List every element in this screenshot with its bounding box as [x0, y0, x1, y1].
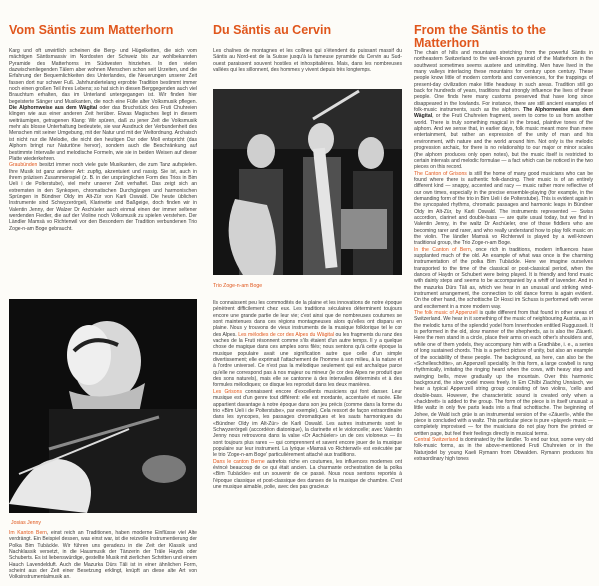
french-p4: autrefois riche en coutumes, les influences modernes ont évincé beaucoup de ce qui était ancien. La charmante orchestration de la polka «Bim Tubäckle» est un souvenir de ce passé. Nous nous sentons reportés à l'époque classique et post-classique des danses de la musique de chambre. C'est une musique aimable, polie, avec des pas gracieux: [213, 458, 402, 490]
german-p4-lead: Im Kanton Bern: [9, 530, 47, 536]
french-p4-lead: Dans le canton Berne: [213, 458, 265, 465]
english-p3-lead: In the Canton of Bern: [414, 246, 471, 253]
german-p2-lead: Die Alphornweise aus dem Wägital: [9, 105, 98, 112]
french-p2b: ou les fragments du ranz des vaches de la Fruti résonnent comme s'ils étaient d'un autre temps. Il y a quelque chose de magique dans ces amples sons filés; nous sentons qu'à cette époque la musique populaire avait une signification autre que celle d'un simple divertissement; elle exprimait l'attachement de l'homme à son milieu, à la nature et à l'ordre universel. Ce n'est pas la mélodique seulement qui est archaïque parce qu'elle ne correspond pas à nos majeur ou mineur (le cor des Alpes ne produit que des sons naturels), mais elle se cantonne à des intervalles déterminés et à des formules mélodiques; ce disque les reproduit dans les deux manières.: [213, 331, 402, 389]
german-intro: Karg und oft unwirtlich scheinen die Berg- und Hügelketten, die sich vom mächtigen Säntismassiv im Nordosten der Schweiz bis zur wohlbekannten Pyramide des Matterhorns im Südwesten hinziehen. In den vielen dazwischenliegenden Tälern aber wohnen Menschen schon seit Urzeiten, und die Erfahrung der Bequemlichkeiten des Unterlandes, die Neuerungen unserer Zeit fassen dort nur schwer Fuß. Jahrhundertelang erprobte Tradition bestimmt immer noch einen großen Teil ihres Lebens; so hat sich in diesen Berggegenden auch viel Brauchtum erhalten, das im Unterland untergegangen ist. Wir finden hier begeisterte Sänger und Musikanten, die noch eine Fülle alter Volksmusik pflegen.: [9, 48, 197, 105]
photo-josias-jenny: [9, 299, 197, 513]
english-p5: is dominated by the ländler. To end our tour, some very old folk-music forms, as in the above-mentioned Fruti Chuhreien or in the Naturjodel by young Kaeli Rymann from Obwalden. Rymann produces his extraordinary high tones: [414, 436, 593, 462]
fiddler-photo-icon: [9, 299, 197, 513]
english-p2: is still the home of many good musicians who can be found where there is authentic folk-dancing. Their music is of an entirely different kind — snappy, accented and racy — music rather more reflective of our own times, especially in the precise ensemble-playing (for example, in the demanding form of the trio in Bim Ueli i de Polterstube). This is evident again in the syncopated rhythms, chromatic passages and harmonic leaps in Bündner Oldy im Alt-Zür, by Karli Oswald. The instruments represented — Swiss accordion, clarinet and double-bass — are quite usual today, but we find in Valentin Jenny, in the waltz Dr Aschüeler, one of those fiddlers who are becoming rarer and rarer, and who really understand how to play folk music on the violin. The ländler Mamsä vo Richtenwil is played by a well-known traditional group, the Trio Zoge-n-am Boge.: [414, 170, 593, 247]
english-p4-lead: The folk music of Appenzell: [414, 310, 478, 317]
english-text: [414, 50, 593, 586]
french-intro-text: Les chaînes de montagnes et les collines qui s'étendent du puissant massif du Säntis au Nord-est de la Suisse jusqu'à la fameuse pyramide du Cervin au Sud-ouest paraissent souvent hostiles et inhospitalières. Mais, dans les nombreuses vallées qui les sillonnent, des hommes y vivent depuis très longtemps.: [213, 48, 402, 74]
photo-caption-trio: Trio Zoge-n-am Boge: [213, 283, 263, 289]
french-p2-lead: Les mélodies de cor des Alpes du Wägital: [238, 331, 334, 338]
trio-photo-icon: [213, 89, 402, 275]
french-p2: Ils connaissent peu les commodités de la plaine et les innovations de notre époque pénètrent difficilement chez eux. Les traditions séculaires déterminent toujours encore une grande partie de leur vie; c'est ainsi que de nombreuses coutumes se sont maintenues dans ces régions montagneuses alors qu'elles ont disparu en plaine. Nous y trouvons de vieux instruments de la musique folklorique tel le cor des Alpes.: [213, 300, 402, 338]
english-p1b: , or the Fruti Chuhreien fragment, seem to come to us from another world. There is truly something magical in the broad, plaintive tones of the alphorn. And we sense that, in earlier days, folk music meant more than mere entertainment, but rather an expression of the unity of man and his environment, with nature and the world around him. Not only is the melodic progression archaic, for there is no relationship to our major or minor scales (the alphorn produces only open notes), but the music itself is restricted to certain intervals and melodic formulae — a fact which can be noticed in the two pieces on this record.: [414, 113, 593, 171]
german-title: Vom Säntis zum Matterhorn: [9, 23, 174, 37]
photo-trio-zoge: [213, 89, 402, 275]
english-p1-lead: The Alphornweise aus dem Wägital: [414, 107, 593, 120]
french-title: Du Säntis au Cervin: [213, 23, 332, 37]
french-p3: connaissent encore d'excellents musiciens qui font danser. Leur musique est d'un genre tout différent: elle est mordante, accentuée et racée. Elle appartient davantage à notre époque dans son jeu précis (comme dans la forme du trio «Bim Ueli i de Polterstube», par exemple). Cela ressort de façon extraordinaire dans les syncopes, les passages chromatiques et les sauts harmoniques du «Bündner Oldy im Alt-Zür» de Karli Oswald. Les autres instruments sont le Schwyzerörgeli (accordéon diatonique), la clarinette et le violoncelle; avec Valentin Jenny nous retrouvons dans la valse «Dr Aschüeler» un de ces violoneux — ils sont toujours plus rares — qui comprennent et savent encore jouer de la musique populaire sur leur instrument. La lyrique «Mamsä vo Richtenwil» est exécutée par le trio 'Zoge-n-am Boge' particulièrement attaché aux traditions.: [213, 388, 402, 459]
english-p4: is quite different from that found in other areas of Switzerland. We hear in it something of the music of neighbouring Austria, as in the melodic turns of the splendid yodel from Innerrhoden entitled Ruggusseli. It is performed in the old, slow manner of the shepherds, as is also the Zäuerli. Here the men stand in a circle, place their arms on each other's shoulders and, while one of them yodels, they accompany him with a Gradhäbe, i. e., a series of long sustained chords. This is a perfect picture of unity, but also an example of the sociability of these people. The background, as here, can also be the «Schelleschötte», an Appenzell speciality. In this form, a large cowbell is rung rhythmically, imitating the ringing heard when the cows, with heavy step and swinging bells, move gradually up the mountain. Over this harmonic background, the slow yodel moves freely. In Em Chilbi Ziachhg Unnäsch, we hear a typical Appenzell string group consisting of two violins, 'cello and double-bass. However, the characteristic sound is created only when a «hackbrett» is added to the group. The form of the piece is in itself unusual: a little waltz in only five parts leads into a final schottische. The beginning of Johee, de Wald isch grüe is an instrumental version of the «Zäuerli», while the piece is concluded with a waltz. This particular piece is pure «played» music — completely improvised — for the musicians do not play from the printed or written page, but feel their feelings directly in musical terms.: [414, 310, 593, 437]
english-p5-lead: Central Switzerland: [414, 436, 459, 443]
french-p3-lead: Les Grisons: [213, 388, 243, 395]
french-intro: [213, 48, 402, 80]
photo-caption-josias-jenny: Josias Jenny: [11, 520, 41, 526]
english-p3: , once rich in traditions, modern influences have supplanted much of the old. An example of what was once is the charming instrumentation of the polka Bim Tubäckle. Here we imagine ourselves transported to the time of the classical or post-classical period, when the dances of Haydn or Schubert were being played. It is friendly and fond music with dainty steps and seems to be accompanied by a whiff of lavender. And in the mazurka Dürs Täli as, which we hear in an unusual and striking wind-instrument arrangement, the connection to old dance forms is again evident. On the other hand, the schottische Dr Hosci im Schuss is performed with verve and excitement in a more modern way.: [414, 246, 593, 310]
english-title: From the Säntis to the Matterhorn: [414, 23, 546, 50]
german-p3: besitzt immer noch viele gute Musikanten, die zum Tanz aufspielen. Ihre Musik ist ganz anderer Art: zupfig, akzentuiert und rassig. Sie ist, auch in ihrem präzisen Zusammenspiel (z. B. in der ursprünglichen Form des Trios in Bim Ueli i de Polterstube), viel mehr unserer Zeit verhaftet. Das zeigt sich an extremsten in den Synkopen, chromatischen Durchgängen und harmonischen Sprüngen in Bündner Oldy im Alt-Zür von Karli Oswald. Die heute üblichen Instrumente sind Schwyzerörgeli, Klarinette und Baßgeige, doch finden wir in Valentin Jenny, der Walzer Dr Aschüeler auch einmal einen der immer seltener werdenden Fiedler, die auf der Violine noch Volksmusik zu spielen verstehen. Der Ländler Mamsä vo Richtenwil vor den Besondern der Tradition verbundenen Trio Zoge-n-am Boge gebraucht.: [9, 162, 197, 232]
english-p1: The chain of hills and mountains stretching from the powerful Säntis in northeastern Switzerland to the well-known pyramid of the Matterhorn in the southwest sometimes seems austere and uninviting. Men have lived in the many valleys interlacing these mountains for century upon century. These people know little of modern comforts and conveniences, for the trappings of present-day civilization make little headway in such areas. Tradition still go back for hundreds of years, traditions that strongly influence the lives of these people. One finds here many customs preserved that have long since disappeared in the lowlands. For instance, there are still ancient examples of folk-music instruments, such as the alphorn.: [414, 50, 593, 114]
german-p2: oder das Bruchstück des Fruti Chuhreien klingen wie aus einer anderen Zeit herüber. Etwas Magisches liegt in diesem weiträumigen, getragenen Klang: Wir spüren, daß zu jener Zeit die Volksmusik mehr als blosse Unterhaltung bedeutete, sie war Ausdruck der Verbundenheit des Menschen mit seiner Umgebung, mit der Natur und mit der Weltordnung. Archaisch ist nicht nur die Melodie, die nicht den heutigen Dur oder Moll entspricht (das Alphorn bringt nur Naturtöne hervor), sondern auch die Beschränkung auf bestimmte Intervalle und melodische Formeln, wie sie in beiden Weisen auf dieser Platte wiederkehren.: [9, 105, 197, 162]
german-text-top: [9, 48, 197, 275]
german-p4: , einst reich an Traditionen, haben moderne Einflüsse viel Alte verdrängt. Ein Beispiel dessen, was einst war, ist die reizvolle Instrumentierung der Polka Bim Tubäckle. Wir führen uns geradezu in die Zeit der Klassik und Nachklassik versetzt, in die Hausmusik der Tänzerin der Träle Hayds oder Schuberts. Es ist liebenswürdige, gestellte Musik mit zierlichen Schritten und einem Hauch Lavendelduft. Auch die Mazurka Dürs Täli ist in einer ähnlichen Form, scheint aus der Zeit einer Besetzung erklingt, knüpft an diese alte Art von Volksinstrumentalmusik an.: [9, 530, 197, 581]
french-text: [213, 300, 402, 586]
german-p3-lead: Graubünden: [9, 162, 38, 169]
english-p2-lead: The Canton of Grisons: [414, 170, 467, 177]
german-text-bottom: [9, 530, 197, 586]
